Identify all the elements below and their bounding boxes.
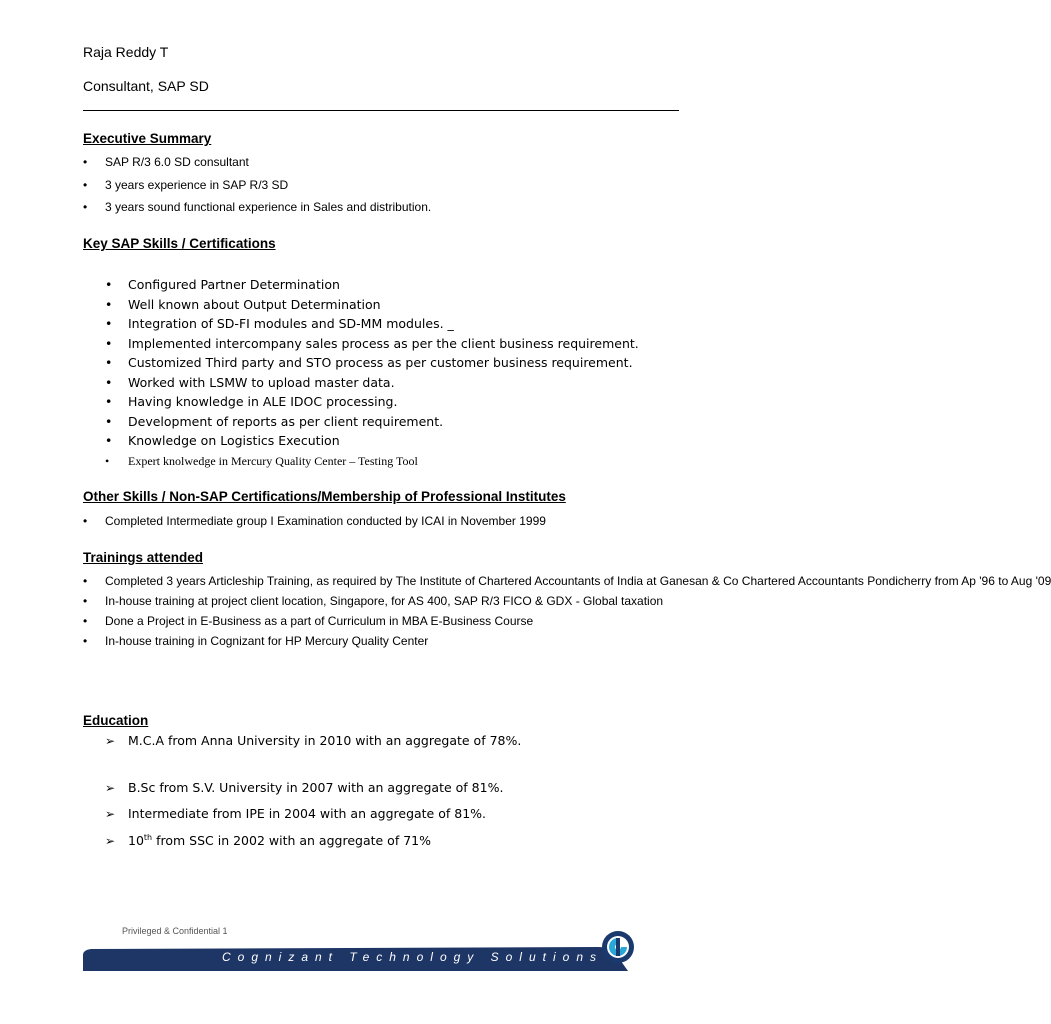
footer-brand-text: Cognizant Technology Solutions	[221, 950, 603, 964]
arrow-bullet-icon: ➢	[105, 734, 116, 748]
education-item: ➢ M.C.A from Anna University in 2010 with an aggregate of 78%.	[105, 733, 522, 748]
list-item: • In-house training in Cognizant for HP Mercury Quality Center	[83, 633, 685, 649]
list-item: • Worked with LSMW to upload master data.	[105, 374, 639, 394]
footer-confidential-text: Privileged & Confidential 1	[122, 926, 228, 936]
list-item: • Having knowledge in ALE IDOC processing.	[105, 393, 639, 413]
list-item: • Completed Intermediate group I Examination conducted by ICAI in November 1999	[83, 512, 546, 530]
list-item: • Configured Partner Determination	[105, 276, 639, 296]
other-skills-heading: Other Skills / Non-SAP Certifications/Membership of Professional Institutes	[83, 489, 566, 504]
list-item: • Development of reports as per client requirement.	[105, 413, 639, 433]
list-item: • Integration of SD-FI modules and SD-MM modules. _	[105, 315, 639, 335]
list-item: • Well known about Output Determination	[105, 296, 639, 316]
education-item: ➢ 10th from SSC in 2002 with an aggregate of 71%	[105, 833, 431, 848]
cognizant-logo-icon	[600, 929, 636, 965]
key-skills-list	[105, 276, 639, 471]
education-item: ➢ Intermediate from IPE in 2004 with an aggregate of 81%.	[105, 806, 487, 821]
other-skills-list	[83, 512, 546, 530]
key-skills-heading: Key SAP Skills / Certifications	[83, 236, 276, 251]
list-item: • Completed 3 years Articleship Training, as required by The Institute of Chartered Accountants of India at Ganesan & Co Chartered Accountants Pondicherry from Ap '96 to Aug '09	[83, 573, 685, 589]
trainings-list	[83, 573, 1051, 653]
list-item: • Implemented intercompany sales process as per the client business requirement.	[105, 335, 639, 355]
list-item: • 3 years sound functional experience in Sales and distribution.	[83, 198, 431, 221]
list-item: • Customized Third party and STO process as per customer business requirement.	[105, 354, 639, 374]
candidate-name: Raja Reddy T	[83, 44, 169, 60]
arrow-bullet-icon: ➢	[105, 807, 116, 821]
list-item: • Done a Project in E-Business as a part of Curriculum in MBA E-Business Course	[83, 613, 685, 629]
list-item: • Expert knolwedge in Mercury Quality Center – Testing Tool	[105, 452, 639, 472]
list-item: • SAP R/3 6.0 SD consultant	[83, 153, 431, 176]
candidate-title: Consultant, SAP SD	[83, 78, 209, 94]
education-heading: Education	[83, 713, 149, 728]
arrow-bullet-icon: ➢	[105, 834, 116, 848]
list-item: • Knowledge on Logistics Execution	[105, 432, 639, 452]
arrow-bullet-icon: ➢	[105, 781, 116, 795]
trainings-heading: Trainings attended	[83, 550, 204, 565]
footer-brand-bar	[83, 941, 643, 975]
list-item: • In-house training at project client location, Singapore, for AS 400, SAP R/3 FICO & GDX - Global taxation	[83, 593, 685, 609]
header-divider	[83, 110, 679, 111]
executive-summary-list	[83, 153, 431, 221]
executive-summary-heading: Executive Summary	[83, 131, 212, 146]
list-item: • 3 years experience in SAP R/3 SD	[83, 176, 431, 199]
education-item: ➢ B.Sc from S.V. University in 2007 with an aggregate of 81%.	[105, 780, 504, 795]
